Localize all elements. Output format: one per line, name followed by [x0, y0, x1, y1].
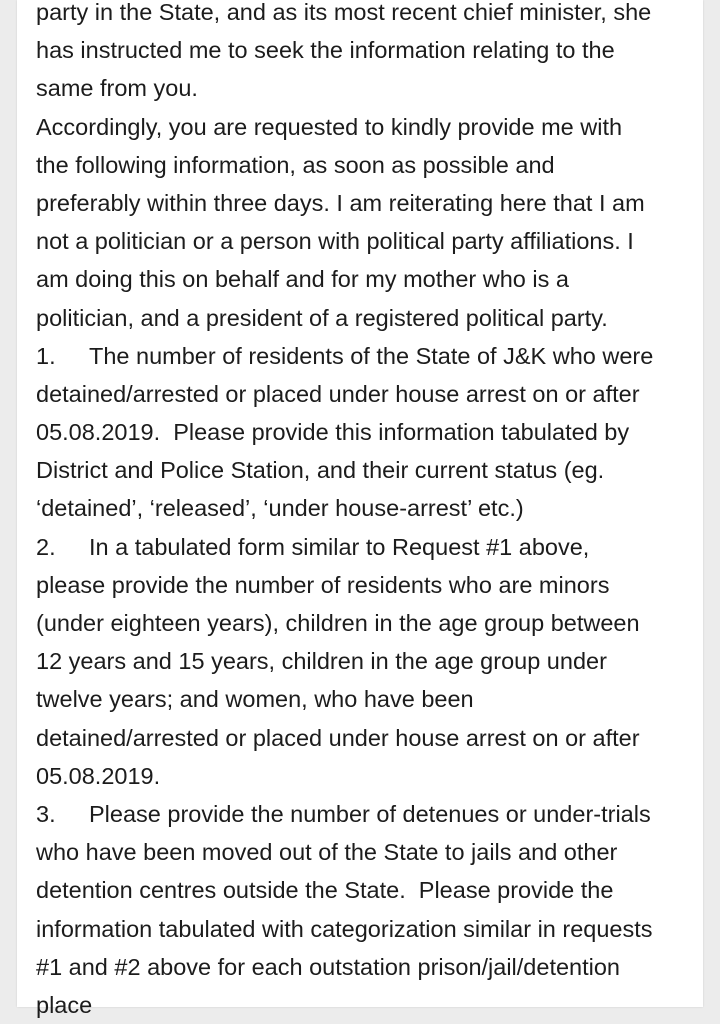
- list-item-line: detention centres outside the State. Please provide the: [36, 877, 614, 904]
- list-item-text: The number of residents of the State of J&K who were: [89, 342, 654, 369]
- list-item-line: detained/arrested or placed under house arrest on or after: [36, 724, 640, 751]
- list-item-line: 12 years and 15 years, children in the age group under: [36, 648, 607, 675]
- list-item-2-first-line: [36, 528, 696, 566]
- list-item-line: #1 and #2 above for each outstation prison/jail/detention: [36, 953, 621, 980]
- list-item-line: information tabulated with categorization similar in requests: [36, 915, 653, 942]
- list-item-line: (under eighteen years), children in the age group between: [36, 610, 640, 636]
- body-line: Accordingly, you are requested to kindly provide me with: [36, 113, 623, 140]
- list-item-line: who have been moved out of the State to jails and other: [36, 839, 618, 866]
- list-item-line: ‘detained’, ‘released’, ‘under house-arrest’ etc.): [36, 495, 524, 522]
- list-item-text: Please provide the number of detenues or under-trials: [89, 800, 651, 827]
- body-line: preferably within three days. I am reiterating here that I am: [36, 189, 645, 216]
- document-body: [36, 0, 696, 1024]
- list-item-line: District and Police Station, and their current status (eg.: [36, 457, 605, 484]
- list-item-text: In a tabulated form similar to Request #1 above,: [89, 533, 590, 560]
- body-line: not a politician or a person with political party affiliations. I: [36, 228, 634, 255]
- list-item-line: 05.08.2019.: [36, 762, 161, 789]
- body-line: has instructed me to seek the information relating to the: [36, 37, 615, 64]
- document-page: [17, 0, 703, 1018]
- body-line: same from you.: [36, 75, 198, 102]
- list-item-line: detained/arrested or placed under house arrest on or after: [36, 380, 640, 407]
- list-item-line: twelve years; and women, who have been: [36, 686, 474, 713]
- body-line: the following information, as soon as possible and: [36, 151, 555, 178]
- list-item-1-first-line: [36, 337, 696, 375]
- body-line: party in the State, and as its most recent chief minister, she: [36, 0, 652, 25]
- list-item-line: 05.08.2019. Please provide this information tabulated by: [36, 419, 630, 446]
- list-number: 3.: [36, 800, 56, 827]
- body-line: politician, and a president of a registered political party.: [36, 304, 608, 331]
- list-number: 2.: [36, 533, 56, 560]
- list-number: 1.: [36, 342, 56, 369]
- list-item-3-first-line: [36, 795, 696, 833]
- list-item-line: please provide the number of residents who are minors: [36, 571, 610, 598]
- list-item-line: place: [36, 991, 93, 1018]
- body-line: am doing this on behalf and for my mother who is a: [36, 266, 569, 293]
